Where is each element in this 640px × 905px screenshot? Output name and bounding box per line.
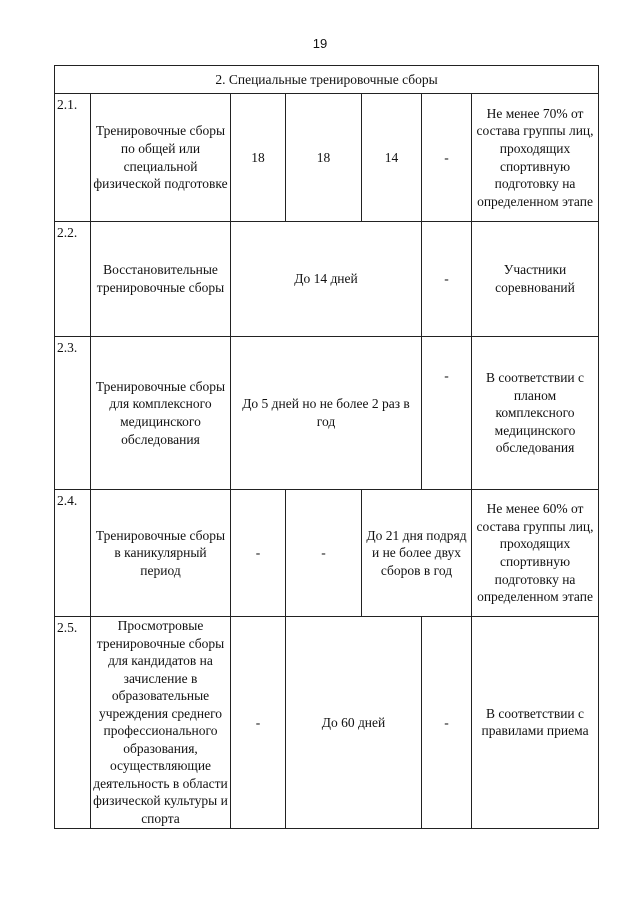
stage-value: - bbox=[286, 490, 362, 617]
stage-value: - bbox=[231, 490, 286, 617]
participants-note: Не менее 60% от состава группы лиц, проходящих спортивную подготовку на определенном этапе bbox=[472, 490, 599, 617]
camp-name: Тренировочные сборы для комплексного медицинского обследования bbox=[91, 337, 231, 490]
row-number: 2.3. bbox=[55, 337, 91, 490]
section-title: 2. Специальные тренировочные сборы bbox=[55, 66, 599, 94]
stage-value: - bbox=[422, 337, 472, 490]
section-header-row bbox=[55, 66, 599, 94]
table-row bbox=[55, 617, 599, 829]
page-number: 19 bbox=[312, 36, 328, 51]
stage-value: 18 bbox=[231, 94, 286, 222]
stage-value: - bbox=[422, 94, 472, 222]
camp-name: Тренировочные сборы по общей или специальной физической подготовке bbox=[91, 94, 231, 222]
row-number: 2.1. bbox=[55, 94, 91, 222]
duration-span: До 14 дней bbox=[231, 222, 422, 337]
table-row bbox=[55, 337, 599, 490]
camp-name: Восстановительные тренировочные сборы bbox=[91, 222, 231, 337]
row-number: 2.4. bbox=[55, 490, 91, 617]
participants-note: В соответствии с планом комплексного медицинского обследования bbox=[472, 337, 599, 490]
table-row bbox=[55, 490, 599, 617]
stage-value: 14 bbox=[362, 94, 422, 222]
participants-note: Не менее 70% от состава группы лиц, проходящих спортивную подготовку на определенном этапе bbox=[472, 94, 599, 222]
camp-name: Просмотровые тренировочные сборы для кандидатов на зачисление в образовательные учреждения среднего профессионального образования, осуществляющие деятельность в области физической культуры и спорта bbox=[91, 617, 231, 829]
camp-name: Тренировочные сборы в каникулярный период bbox=[91, 490, 231, 617]
duration-span: До 60 дней bbox=[286, 617, 422, 829]
stage-value: - bbox=[422, 617, 472, 829]
training-camps-table bbox=[54, 65, 599, 829]
participants-note: В соответствии с правилами приема bbox=[472, 617, 599, 829]
duration-span: До 5 дней но не более 2 раз в год bbox=[231, 337, 422, 490]
stage-value: - bbox=[422, 222, 472, 337]
stage-value: 18 bbox=[286, 94, 362, 222]
row-number: 2.5. bbox=[55, 617, 91, 829]
table-row bbox=[55, 222, 599, 337]
table-row bbox=[55, 94, 599, 222]
participants-note: Участники соревнований bbox=[472, 222, 599, 337]
row-number: 2.2. bbox=[55, 222, 91, 337]
duration-span: До 21 дня подряд и не более двух сборов в год bbox=[362, 490, 472, 617]
stage-value: - bbox=[231, 617, 286, 829]
